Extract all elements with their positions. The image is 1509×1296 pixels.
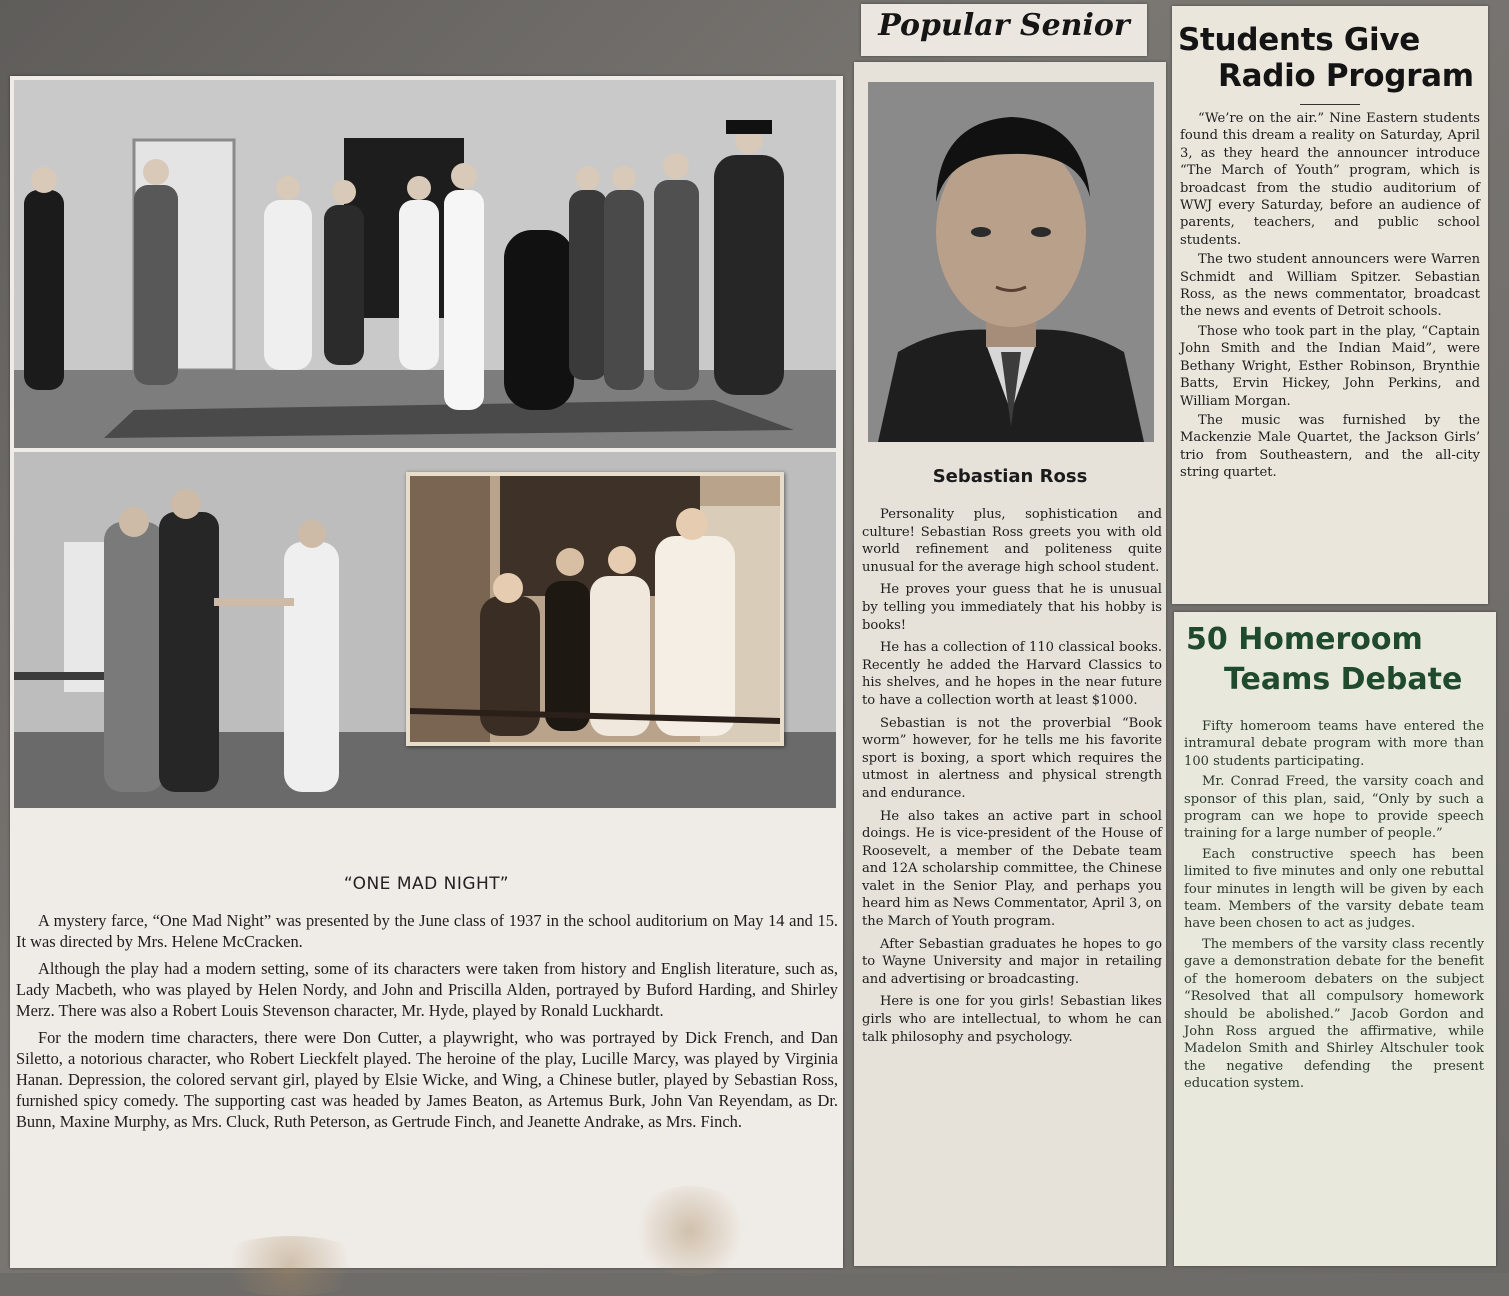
- senior-paragraph: He has a collection of 110 classical books. Recently he added the Harvard Classics to his shelves, and he hopes in the near future to have a collection worth at least $1000.: [862, 640, 1162, 708]
- radio-article-body: [1180, 110, 1480, 484]
- radio-paragraph: The music was furnished by the Mackenzie Male Quartet, the Jackson Girls’ trio from Southeastern, and the all-city string quartet.: [1180, 412, 1480, 481]
- play-paragraph: For the modern time characters, there were Don Cutter, a playwright, who was portrayed by Dick French, and Dan Siletto, a notorious character, who Robert Lieckfelt played. The heroine of the play, Lucille Marcy, was played by Virginia Hanan. Depression, the colored servant girl, played by Elsie Wicke, and Wing, a Chinese butler, played by Sebastian Ross, furnished spicy comedy. The supporting cast was headed by James Beaton, as Artemus Burk, John Van Reyendam, as Dr. Bunn, Maxine Murphy, as Mrs. Cluck, Ruth Peterson, as Gertrude Finch, and Jeanette Andrake, as Mrs. Finch.: [16, 1028, 838, 1131]
- debate-headline-line1: 50 Homeroom: [1186, 622, 1423, 657]
- water-stain: [210, 1236, 370, 1296]
- debate-paragraph: The members of the varsity class recently gave a demonstration debate for the benefit of the homeroom debaters on the subject “Resolved that all compulsory homework should be abolished.” Jacob Gordon and John Ross argued the affirmative, while Madelon Smith and Shirley Altschuler took the negative defending the present education system.: [1184, 936, 1484, 1092]
- play-title: “ONE MAD NIGHT”: [343, 874, 510, 894]
- senior-paragraph: He proves your guess that he is unusual by telling you immediately that his hobby is books!: [862, 582, 1162, 633]
- debate-clipping: [1174, 612, 1496, 1266]
- play-clipping: [10, 76, 843, 1268]
- stage-cast-photo: [14, 80, 836, 448]
- popular-senior-heading: Popular Senior: [878, 8, 1130, 43]
- water-stain: [630, 1186, 750, 1276]
- radio-paragraph: Those who took part in the play, “Captain John Smith and the Indian Maid”, were Bethany Wright, Esther Robinson, Brynthie Batts, Ervin Hickey, John Perkins, and William Morgan.: [1180, 323, 1480, 409]
- senior-name: Sebastian Ross: [932, 466, 1088, 487]
- senior-paragraph: He also takes an active part in school doings. He is vice-president of the House of Roosevelt, a member of the Debate team and 12A scholarship committee, the Chinese valet in the Senior Play, and perhaps you heard him as News Commentator, April 3, on the March of Youth program.: [862, 808, 1162, 930]
- debate-paragraph: Each constructive speech has been limited to five minutes and only one rebuttal four minutes in length will be given by each team. Members of the varsity debate team have been chosen to act as judges.: [1184, 846, 1484, 932]
- radio-headline-line2: Radio Program: [1218, 58, 1474, 94]
- radio-paragraph: “We’re on the air.” Nine Eastern students found this dream a reality on Saturday, April 3, as they heard the announcer introduce “The March of Youth” program, which is broadcast from the studio auditorium of WWJ every Saturday, before an audience of parents, teachers, and public school students.: [1180, 111, 1480, 248]
- cast-backstage-photo: [406, 472, 784, 746]
- senior-paragraph: Sebastian is not the proverbial “Book worm” however, for he tells me his favorite sport is boxing, a sport which requires the utmost in alertness and physical strength and endurance.: [862, 715, 1162, 801]
- debate-headline-line2: Teams Debate: [1224, 662, 1463, 697]
- debate-article-body: [1184, 718, 1484, 1096]
- play-article-body: [16, 910, 838, 1138]
- popular-senior-clipping: [854, 62, 1166, 1266]
- senior-article-body: [862, 506, 1162, 1051]
- radio-headline-line1: Students Give: [1178, 22, 1420, 58]
- play-paragraph: A mystery farce, “One Mad Night” was presented by the June class of 1937 in the school auditorium on May 14 and 15. It was directed by Mrs. Helene McCracken.: [16, 911, 838, 951]
- popular-senior-header-clipping: [861, 4, 1147, 56]
- radio-program-clipping: [1172, 6, 1488, 604]
- senior-paragraph: Here is one for you girls! Sebastian likes girls who are intellectual, to whom he can talk philosophy and psychology.: [862, 994, 1162, 1045]
- radio-paragraph: The two student announcers were Warren Schmidt and William Spitzer. Sebastian Ross, as the news commentator, broadcast the news and events of Detroit schools.: [1180, 252, 1480, 320]
- play-paragraph: Although the play had a modern setting, some of its characters were taken from history and English literature, such as, Lady Macbeth, who was played by Helen Nordy, and John and Priscilla Alden, portrayed by Buford Harding, and Shirley Merz. There was also a Robert Louis Stevenson character, Mr. Hyde, played by Ronald Luckhardt.: [16, 959, 838, 1020]
- headline-divider: [1300, 104, 1360, 105]
- senior-portrait-photo: [868, 82, 1154, 442]
- debate-paragraph: Fifty homeroom teams have entered the intramural debate program with more than 100 students participating.: [1184, 719, 1484, 769]
- debate-paragraph: Mr. Conrad Freed, the varsity coach and sponsor of this plan, said, “Only by such a program can we hope to provide speech training for a large number of people.”: [1184, 774, 1484, 842]
- senior-paragraph: After Sebastian graduates he hopes to go to Wayne University and major in retailing and advertising or broadcasting.: [862, 936, 1162, 987]
- senior-paragraph: Personality plus, sophistication and culture! Sebastian Ross greets you with old world refinement and politeness quite unusual for the average high school student.: [862, 507, 1162, 575]
